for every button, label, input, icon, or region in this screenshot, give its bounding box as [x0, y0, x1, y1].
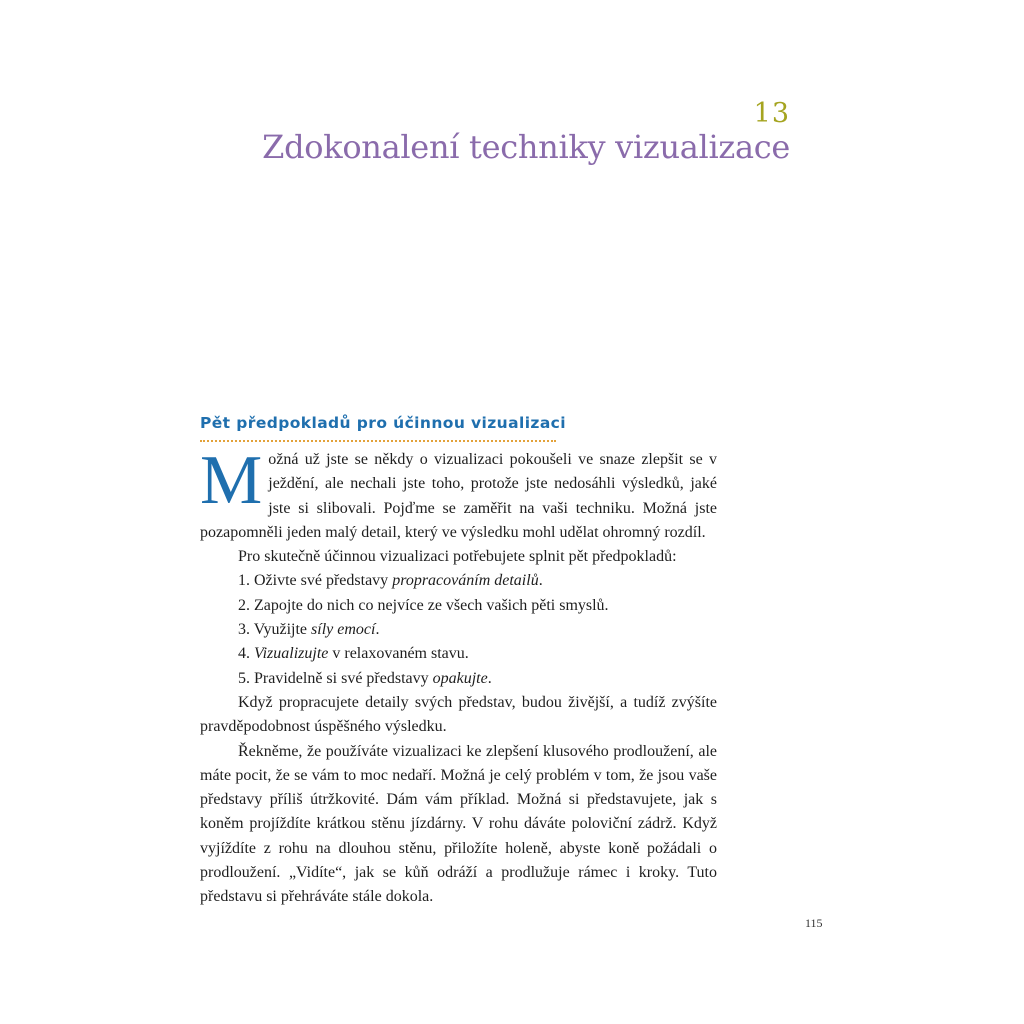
paragraph-intro	[200, 442, 717, 545]
chapter-title: Zdokonalení techniky vizualizace	[262, 128, 790, 166]
body-text	[200, 442, 717, 910]
paragraph-lead-in: Pro skutečně účinnou vizualizaci potřebujete splnit pět předpokladů:	[238, 548, 677, 566]
list-item: 1. Oživte své představy propracováním detailů.	[238, 572, 543, 590]
page-number: 115	[805, 916, 823, 930]
paragraph-example: Řekněme, že používáte vizualizaci ke zlepšení klusového prodloužení, ale máte pocit, že se vám to moc nedaří. Možná je celý problém v tom, že jsou vaše představy příliš útržkovité. Dám vám příklad. Možná si představujete, jak s koněm projíždíte krátkou stěnu jízdárny. V rohu dáváte poloviční zádrž. Když vyjíždíte z rohu na dlouhou stěnu, přiložíte holeně, abyste koně požádali o prodloužení. „Vidíte“, jak se kůň odráží a prodlužuje rámec i kroky. Tuto představu si přehráváte stále dokola.	[200, 742, 717, 906]
drop-cap: M	[200, 442, 263, 519]
prerequisites-list	[200, 569, 717, 690]
list-item: 4. Vizualizujte v relaxovaném stavu.	[238, 645, 469, 663]
paragraph-intro-text: ožná už jste se někdy o vizualizaci pokoušeli ve snaze zlepšit se v ježdění, ale nechali jste toho, protože jste nedosáhli výsledků, jaké jste si slibovali. Pojďme se zaměřit na vaši techniku. Možná jste pozapomněli jeden malý detail, který ve výsledku mohl udělat ohromný rozdíl.	[200, 451, 717, 541]
list-item: 3. Využijte síly emocí.	[238, 621, 380, 639]
list-item: 5. Pravidelně si své představy opakujte.	[238, 669, 492, 687]
paragraph-details: Když propracujete detaily svých představ, budou živější, a tudíž zvýšíte pravděpodobnost úspěšného výsledku.	[200, 693, 717, 736]
section-heading: Pět předpokladů pro účinnou vizualizaci	[200, 414, 566, 432]
chapter-number: 13	[753, 98, 790, 129]
list-item: 2. Zapojte do nich co nejvíce ze všech vašich pěti smyslů.	[238, 596, 609, 614]
